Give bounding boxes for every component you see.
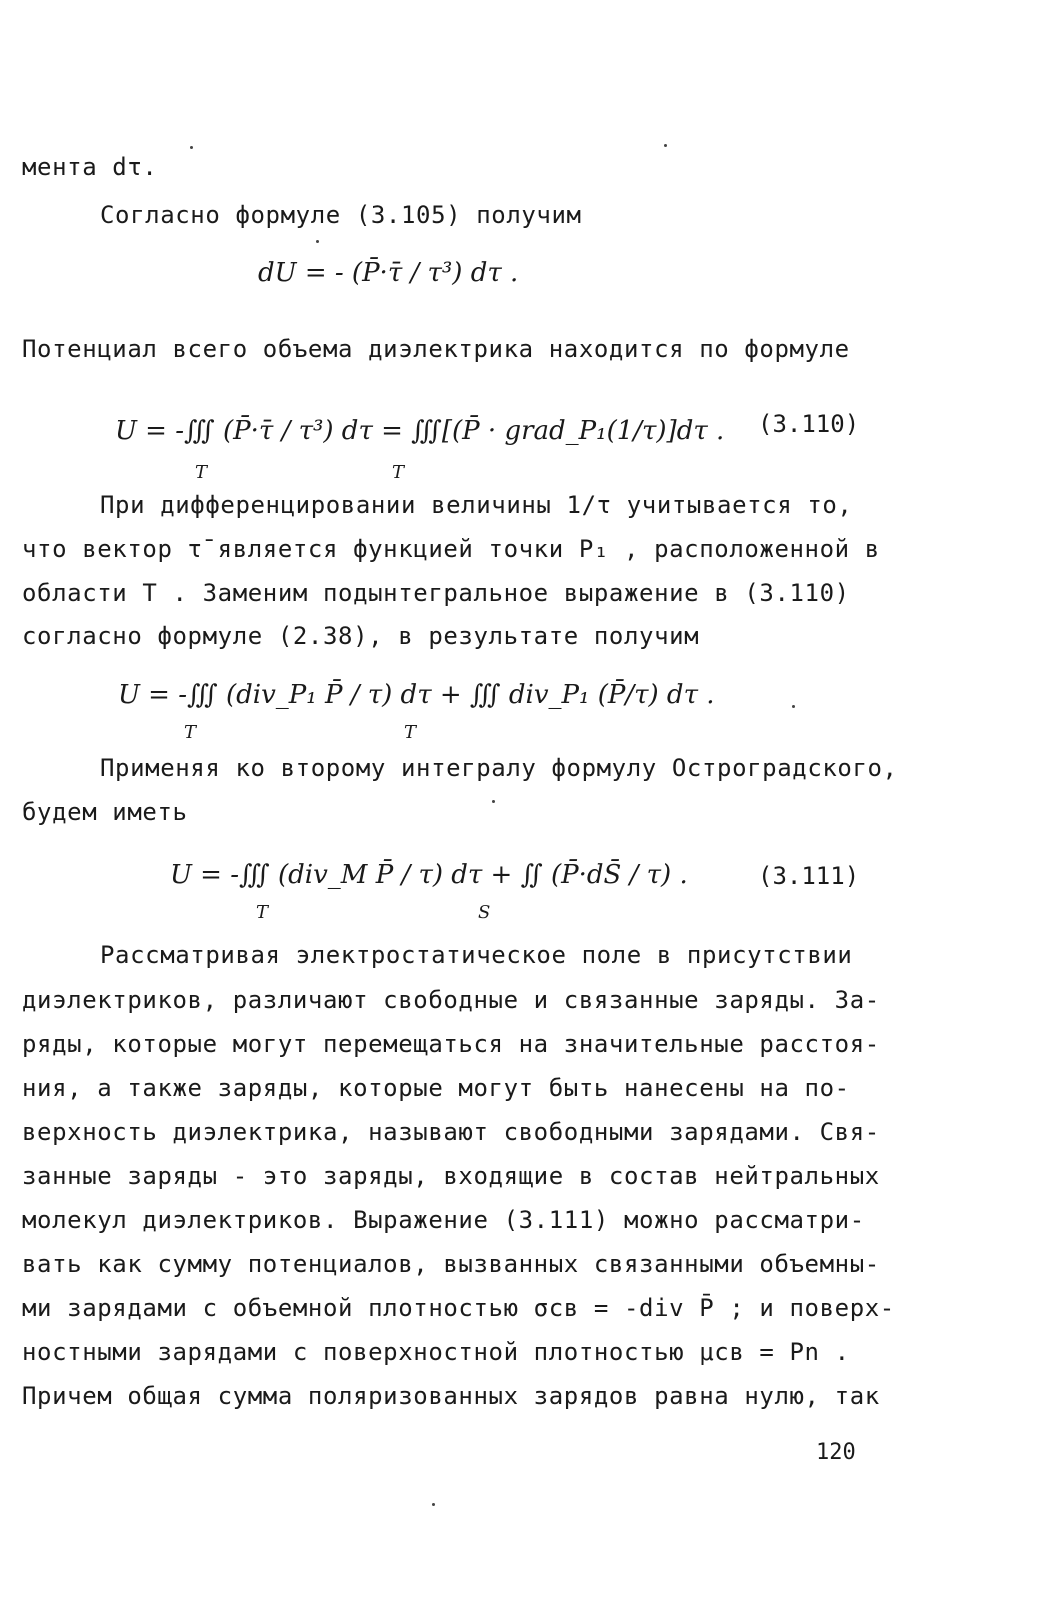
text-line: Рассматривая электростатическое поле в присутствии: [100, 941, 853, 969]
text-line: молекул диэлектриков. Выражение (3.111) можно рассматри-: [22, 1206, 865, 1234]
text-line: ряды, которые могут перемещаться на значительные расстоя-: [22, 1030, 880, 1058]
text-line: что вектор τ̄ является функцией точки P₁ , расположенной в: [22, 535, 880, 563]
integral-limit: S: [478, 902, 491, 923]
scan-speck: [792, 705, 795, 708]
text-line: Потенциал всего объема диэлектрика находится по формуле: [22, 335, 850, 363]
text-line: ния, а также заряды, которые могут быть нанесены на по-: [22, 1074, 850, 1102]
formula-3-111: U = -∭ (div_M P̄ / τ) dτ + ∬ (P̄·dS̄ / τ) .: [170, 860, 688, 890]
integral-limit: T: [256, 902, 269, 923]
text-line: занные заряды - это заряды, входящие в состав нейтральных: [22, 1162, 880, 1190]
text-line: Применяя ко второму интегралу формулу Остроградского,: [100, 754, 898, 782]
equation-number: (3.110): [758, 410, 860, 438]
integral-limit: T: [404, 722, 417, 743]
text-line: диэлектриков, различают свободные и связанные заряды. За-: [22, 986, 880, 1014]
text-line: мента dτ.: [22, 153, 158, 181]
equation-number: (3.111): [758, 862, 860, 890]
text-line: Согласно формуле (3.105) получим: [100, 201, 582, 229]
text-line: области T . Заменим подынтегральное выражение в (3.110): [22, 579, 850, 607]
page-number: 120: [816, 1440, 856, 1465]
integral-limit: T: [392, 462, 405, 483]
text-line: При дифференцировании величины 1/τ учитывается то,: [100, 491, 853, 519]
text-line: ностными зарядами с поверхностной плотностью μсв = Pn .: [22, 1338, 850, 1366]
scan-speck: [664, 144, 667, 147]
formula-du: dU = - (P̄·τ̄ / τ³) dτ .: [258, 258, 519, 288]
text-line: Причем общая сумма поляризованных зарядов равна нулю, так: [22, 1382, 880, 1410]
formula-3-110: U = -∭ (P̄·τ̄ / τ³) dτ = ∭[(P̄ · grad_P₁(1/τ)]dτ .: [115, 416, 725, 446]
text-line: ми зарядами с объемной плотностью σсв = -div P̄ ; и поверх-: [22, 1294, 895, 1322]
formula-u-expanded: U = -∭ (div_P₁ P̄ / τ) dτ + ∭ div_P₁ (P̄/τ) dτ .: [118, 680, 715, 710]
scan-speck: [432, 1503, 435, 1506]
scan-speck: [316, 240, 319, 243]
scan-speck: [190, 146, 193, 149]
scan-speck: [492, 800, 495, 803]
integral-limit: T: [195, 462, 208, 483]
text-line: вать как сумму потенциалов, вызванных связанными объемны-: [22, 1250, 880, 1278]
text-line: верхность диэлектрика, называют свободными зарядами. Свя-: [22, 1118, 880, 1146]
text-line: согласно формуле (2.38), в результате получим: [22, 622, 700, 650]
text-line: будем иметь: [22, 798, 188, 826]
integral-limit: T: [184, 722, 197, 743]
